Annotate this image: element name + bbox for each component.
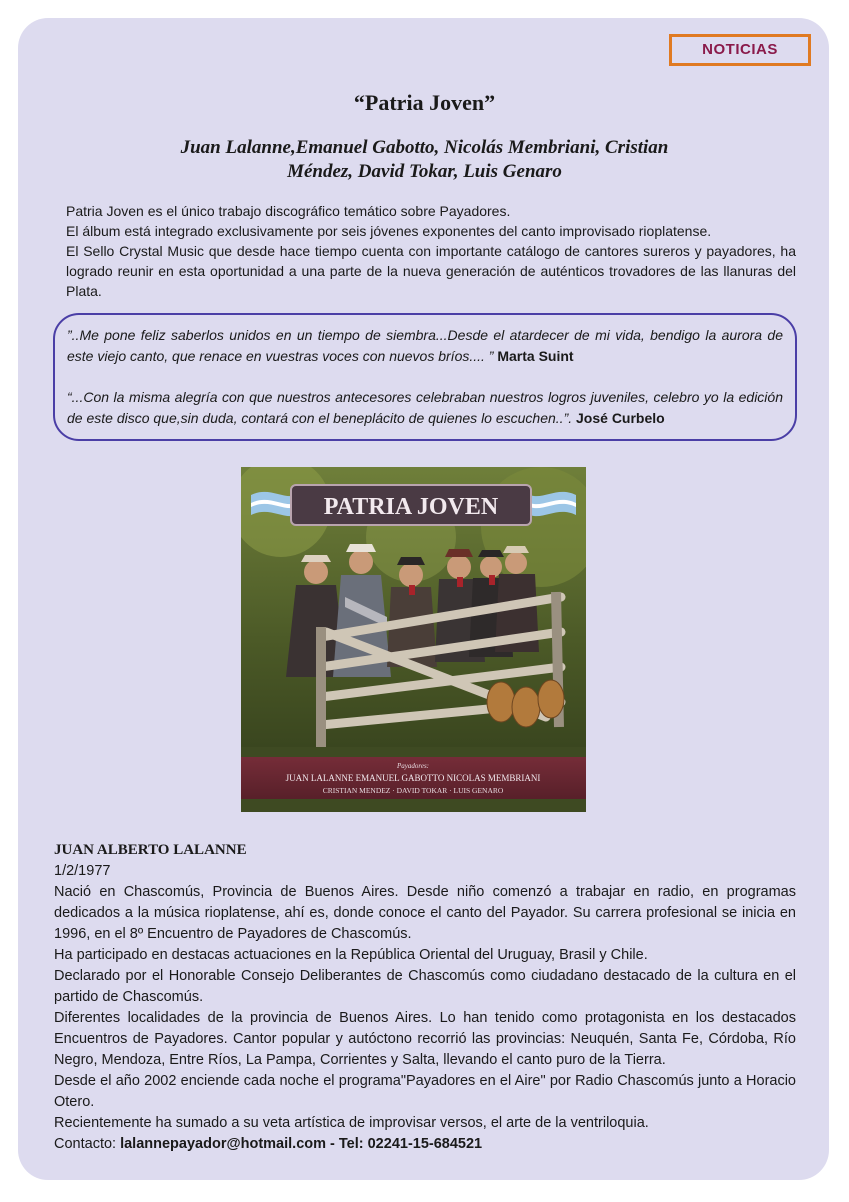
intro-paragraph: Patria Joven es el único trabajo discográfico temático sobre Payadores. — [66, 203, 511, 219]
article-authors — [100, 136, 749, 184]
biography — [54, 840, 796, 1155]
quote — [67, 325, 783, 367]
quote-author: José Curbelo — [576, 410, 665, 426]
intro-text — [66, 201, 796, 301]
contact-line — [54, 1134, 796, 1155]
quotes-box — [53, 313, 797, 441]
intro-paragraph: El álbum está integrado exclusivamente por seis jóvenes exponentes del canto improvisado rioplatense. — [66, 223, 712, 239]
album-cover-illustration — [241, 467, 586, 812]
cover-names-line-2: CRISTIAN MENDEZ · DAVID TOKAR · LUIS GENARO — [322, 786, 504, 795]
bio-paragraph: Desde el año 2002 enciende cada noche el programa"Payadores en el Aire" por Radio Chascomús junto a Horacio Otero. — [54, 1073, 796, 1110]
bio-paragraph: Declarado por el Honorable Consejo Deliberantes de Chascomús como ciudadano destacado de la cultura en el partido de Chascomús. — [54, 968, 796, 1005]
contact-value[interactable]: lalannepayador@hotmail.com - Tel: 02241-15-684521 — [120, 1136, 483, 1152]
quote — [67, 387, 783, 429]
bio-paragraph: Diferentes localidades de la provincia de Buenos Aires. Lo han tenido como protagonista en los destacados Encuentros de Payadores. Cantor popular y autóctono recorrió las provincias: Neuquén, Santa Fe, Córdoba, Río Negro, Mendoza, Entre Ríos, La Pampa, Corrientes y Salta, llevando el canto puro de la Tierra. — [54, 1010, 796, 1068]
authors-line-1: Juan Lalanne,Emanuel Gabotto, Nicolás Membriani, Cristian — [180, 137, 669, 158]
cover-names-line-1: JUAN LALANNE EMANUEL GABOTTO NICOLAS MEMBRIANI — [285, 773, 541, 783]
bio-paragraph: Nació en Chascomús, Provincia de Buenos Aires. Desde niño comenzó a trabajar en radio, en programas dedicados a la música rioplatense, ahí es, donde conoce el canto del Payador. Su carrera profesional se inicia en 1996, en el 8º Encuentro de Payadores de Chascomús. — [54, 884, 796, 942]
bio-name: JUAN ALBERTO LALANNE — [54, 842, 247, 858]
quote-text: “...Con la misma alegría con que nuestros antecesores celebraban nuestros logros juveniles, celebro yo la edición de este disco que,sin duda, contará con el beneplácito de quienes lo escuchen..”. — [67, 389, 783, 426]
quote-author: Marta Suint — [497, 348, 574, 364]
album-cover-image — [241, 467, 586, 812]
authors-line-2: Méndez, David Tokar, Luis Genaro — [287, 161, 562, 182]
bio-date: 1/2/1977 — [54, 863, 111, 879]
article-title: “Patria Joven” — [353, 90, 496, 115]
bio-paragraph: Ha participado en destacas actuaciones en la República Oriental del Uruguay, Brasil y Chile. — [54, 947, 648, 963]
bio-paragraph: Recientemente ha sumado a su veta artística de improvisar versos, el arte de la ventriloquia. — [54, 1115, 649, 1131]
cover-subtitle: Payadores: — [396, 762, 430, 770]
section-badge: NOTICIAS — [669, 34, 811, 66]
intro-paragraph: El Sello Crystal Music que desde hace tiempo cuenta con importante catálogo de cantores sureros y payadores, ha logrado reunir en esta oportunidad a una parte de la nueva generación de auténticos trovadores de las llanuras del Plata. — [66, 243, 796, 299]
contact-label: Contacto: — [54, 1136, 121, 1152]
quote-text: ”..Me pone feliz saberlos unidos en un tiempo de siembra...Desde el atardecer de mi vida, bendigo la aurora de este viejo canto, que renace en vuestras voces con nuevos bríos.... ” — [67, 327, 783, 364]
cover-title: PATRIA JOVEN — [323, 494, 499, 520]
